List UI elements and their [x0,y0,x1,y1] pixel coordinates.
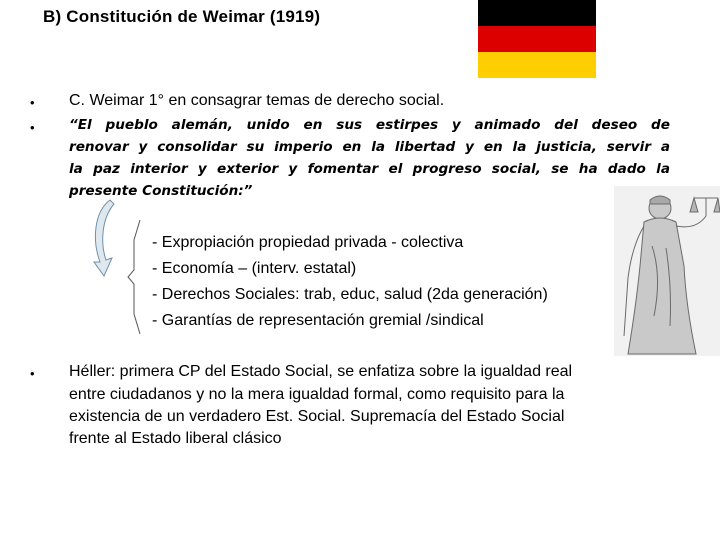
heller-line-2: entre ciudadanos y no la mera igualdad formal, como requisito para la [69,386,565,403]
quote-line-3: la paz interior y exterior y fomentar el progreso social, se ha dado la [69,161,670,177]
lady-justice-statue [614,186,720,356]
heller-line-4: frente al Estado liberal clásico [69,430,282,447]
sub-item-economia: - Economía – (interv. estatal) [152,260,357,277]
curved-arrow-icon [88,196,118,278]
quote-line-1: “El pueblo alemán, unido en sus estirpes y animado del deseo de [69,117,670,133]
quote-line-2: renovar y consolidar su imperio en la libertad y en la justicia, servir a [69,139,670,155]
sub-item-expropiacion: - Expropiación propiedad privada - colectiva [152,234,464,251]
bullet-icon: • [30,366,35,381]
flag-stripe-black [478,0,596,26]
bullet-icon: • [30,120,35,135]
flag-stripe-red [478,26,596,52]
german-flag [478,0,596,78]
heller-line-1: Héller: primera CP del Estado Social, se enfatiza sobre la igualdad real [69,363,573,380]
slide-title: B) Constitución de Weimar (1919) [43,7,321,26]
flag-stripe-gold [478,52,596,78]
sub-item-derechos-sociales: - Derechos Sociales: trab, educ, salud (2da generación) [152,286,548,303]
sub-item-garantias: - Garantías de representación gremial /sindical [152,312,484,329]
heller-line-3: existencia de un verdadero Est. Social. Supremacía del Estado Social [69,408,565,425]
bullet-weimar-first: C. Weimar 1° en consagrar temas de derecho social. [69,92,445,109]
quote-line-4: presente Constitución:” [69,183,253,199]
bullet-icon: • [30,95,35,110]
